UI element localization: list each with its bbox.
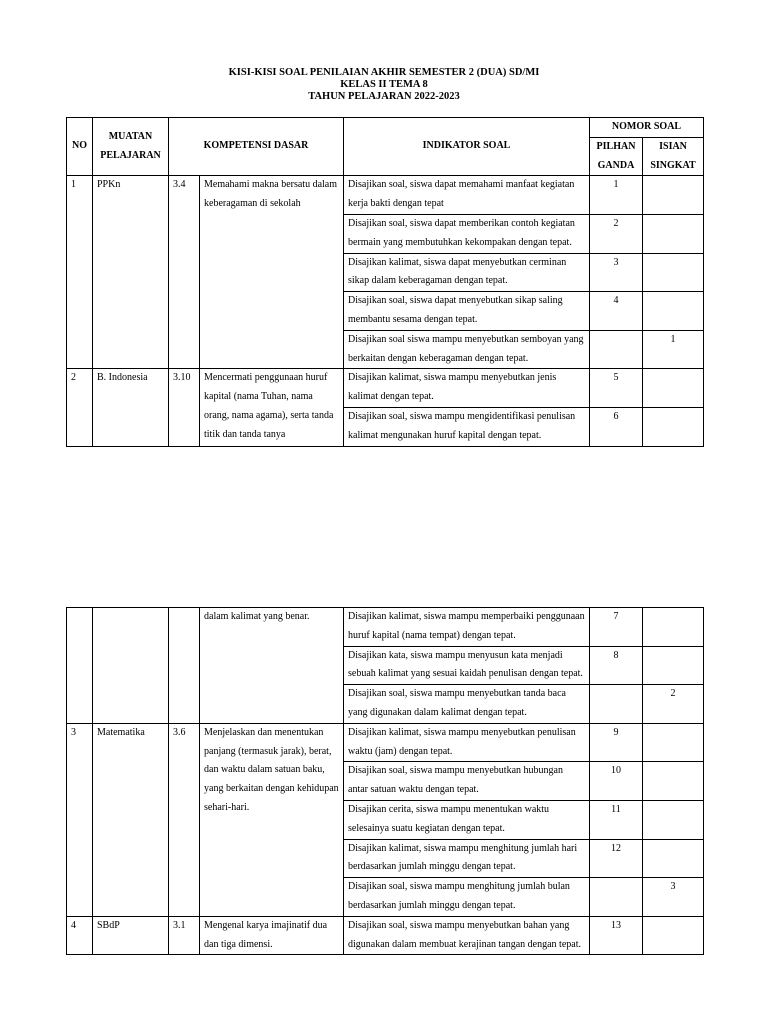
row-no: 4 (67, 916, 93, 955)
row-isian-singkat (643, 253, 704, 292)
doc-title-line-3: TAHUN PELAJARAN 2022-2023 (308, 91, 460, 102)
row-muatan: B. Indonesia (93, 369, 169, 446)
row-pilihan-ganda: 12 (590, 839, 643, 878)
header-isian-singkat: ISIAN SINGKAT (643, 137, 704, 176)
row-isian-singkat (643, 800, 704, 839)
row-indikator: Disajikan kalimat, siswa mampu menyebutkan penulisan waktu (jam) dengan tepat. (344, 723, 590, 762)
row-kd-number: 3.1 (169, 916, 200, 955)
row-kd-number: 3.10 (169, 369, 200, 446)
row-indikator: Disajikan soal, siswa mampu menyebutkan bahan yang digunakan dalam membuat kerajinan tangan dengan tepat. (344, 916, 590, 955)
row-isian-singkat (643, 916, 704, 955)
row-indikator: Disajikan soal, siswa dapat memberikan contoh kegiatan bermain yang membutuhkan kekompakan dengan tepat. (344, 214, 590, 253)
header-kompetensi-dasar: KOMPETENSI DASAR (169, 118, 344, 176)
row-pilihan-ganda: 8 (590, 646, 643, 685)
row-kd-text: Memahami makna bersatu dalam keberagaman di sekolah (200, 176, 344, 369)
row-indikator: Disajikan kalimat, siswa mampu menyebutkan jenis kalimat dengan tepat. (344, 369, 590, 408)
table-row (67, 723, 704, 762)
row-muatan: Matematika (93, 723, 169, 916)
row-pilihan-ganda: 5 (590, 369, 643, 408)
row-isian-singkat: 1 (643, 330, 704, 369)
row-pilihan-ganda: 7 (590, 608, 643, 647)
row-pilihan-ganda: 6 (590, 407, 643, 446)
row-pilihan-ganda: 9 (590, 723, 643, 762)
row-pilihan-ganda: 13 (590, 916, 643, 955)
row-indikator: Disajikan soal, siswa mampu menyebutkan tanda baca yang digunakan dalam kalimat dengan tepat. (344, 685, 590, 724)
row-indikator: Disajikan kalimat, siswa dapat menyebutkan cerminan sikap dalam keberagaman dengan tepat. (344, 253, 590, 292)
table-row (67, 608, 704, 647)
row-no: 3 (67, 723, 93, 916)
row-pilihan-ganda (590, 878, 643, 917)
row-isian-singkat (643, 839, 704, 878)
row-indikator: Disajikan soal siswa mampu menyebutkan semboyan yang berkaitan dengan keberagaman dengan tepat. (344, 330, 590, 369)
table-row (67, 369, 704, 408)
kisi-kisi-table-page-1 (66, 117, 704, 447)
row-pilihan-ganda: 10 (590, 762, 643, 801)
row-isian-singkat (643, 176, 704, 215)
row-kd-text: Mencermati penggunaan huruf kapital (nama Tuhan, nama orang, nama agama), serta tanda titik dan tanda tanya (200, 369, 344, 446)
row-muatan: PPKn (93, 176, 169, 369)
row-isian-singkat: 2 (643, 685, 704, 724)
header-pilihan-ganda: PILHAN GANDA (590, 137, 643, 176)
row-indikator: Disajikan kalimat, siswa mampu menghitung jumlah hari berdasarkan jumlah minggu dengan tepat. (344, 839, 590, 878)
doc-title-line-1: KISI-KISI SOAL PENILAIAN AKHIR SEMESTER 2 (DUA) SD/MI (228, 67, 540, 78)
row-isian-singkat: 3 (643, 878, 704, 917)
header-no: NO (67, 118, 93, 176)
row-kd-number: 3.4 (169, 176, 200, 369)
row-indikator: Disajikan soal, siswa mampu menyebutkan hubungan antar satuan waktu dengan tepat. (344, 762, 590, 801)
row-kd-number: 3.6 (169, 723, 200, 916)
row-kd-text: Menjelaskan dan menentukan panjang (termasuk jarak), berat, dan waktu dalam satuan baku, yang berkaitan dengan kehidupan sehari-hari. (200, 723, 344, 916)
row-kd-text: dalam kalimat yang benar. (200, 608, 344, 724)
row-isian-singkat (643, 723, 704, 762)
header-indikator-soal: INDIKATOR SOAL (344, 118, 590, 176)
row-indikator: Disajikan soal, siswa mampu menghitung jumlah bulan berdasarkan jumlah minggu dengan tepat. (344, 878, 590, 917)
header-nomor-soal: NOMOR SOAL (590, 118, 704, 138)
table-row (67, 176, 704, 215)
row-isian-singkat (643, 369, 704, 408)
row-no: 1 (67, 176, 93, 369)
row-muatan (93, 608, 169, 724)
kisi-kisi-table-page-2 (66, 607, 704, 955)
row-muatan: SBdP (93, 916, 169, 955)
row-pilihan-ganda: 1 (590, 176, 643, 215)
row-kd-number (169, 608, 200, 724)
row-indikator: Disajikan soal, siswa dapat menyebutkan sikap saling membantu sesama dengan tepat. (344, 292, 590, 331)
row-pilihan-ganda: 4 (590, 292, 643, 331)
row-isian-singkat (643, 608, 704, 647)
row-indikator: Disajikan kata, siswa mampu menyusun kata menjadi sebuah kalimat yang sesuai kaidah penulisan dengan tepat. (344, 646, 590, 685)
row-pilihan-ganda: 11 (590, 800, 643, 839)
row-isian-singkat (643, 292, 704, 331)
row-isian-singkat (643, 407, 704, 446)
row-pilihan-ganda: 2 (590, 214, 643, 253)
row-indikator: Disajikan cerita, siswa mampu menentukan waktu selesainya suatu kegiatan dengan tepat. (344, 800, 590, 839)
doc-title-line-2: KELAS II TEMA 8 (340, 79, 428, 90)
row-isian-singkat (643, 762, 704, 801)
row-pilihan-ganda (590, 685, 643, 724)
row-indikator: Disajikan soal, siswa mampu mengidentifikasi penulisan kalimat mengunakan huruf kapital dengan tepat. (344, 407, 590, 446)
row-indikator: Disajikan soal, siswa dapat memahami manfaat kegiatan kerja bakti dengan tepat (344, 176, 590, 215)
row-kd-text: Mengenal karya imajinatif dua dan tiga dimensi. (200, 916, 344, 955)
row-isian-singkat (643, 646, 704, 685)
row-indikator: Disajikan kalimat, siswa mampu memperbaiki penggunaan huruf kapital (nama tempat) dengan tepat. (344, 608, 590, 647)
row-pilihan-ganda: 3 (590, 253, 643, 292)
table-row (67, 916, 704, 955)
row-no: 2 (67, 369, 93, 446)
row-no (67, 608, 93, 724)
row-pilihan-ganda (590, 330, 643, 369)
header-muatan: MUATAN PELAJARAN (93, 118, 169, 176)
row-isian-singkat (643, 214, 704, 253)
